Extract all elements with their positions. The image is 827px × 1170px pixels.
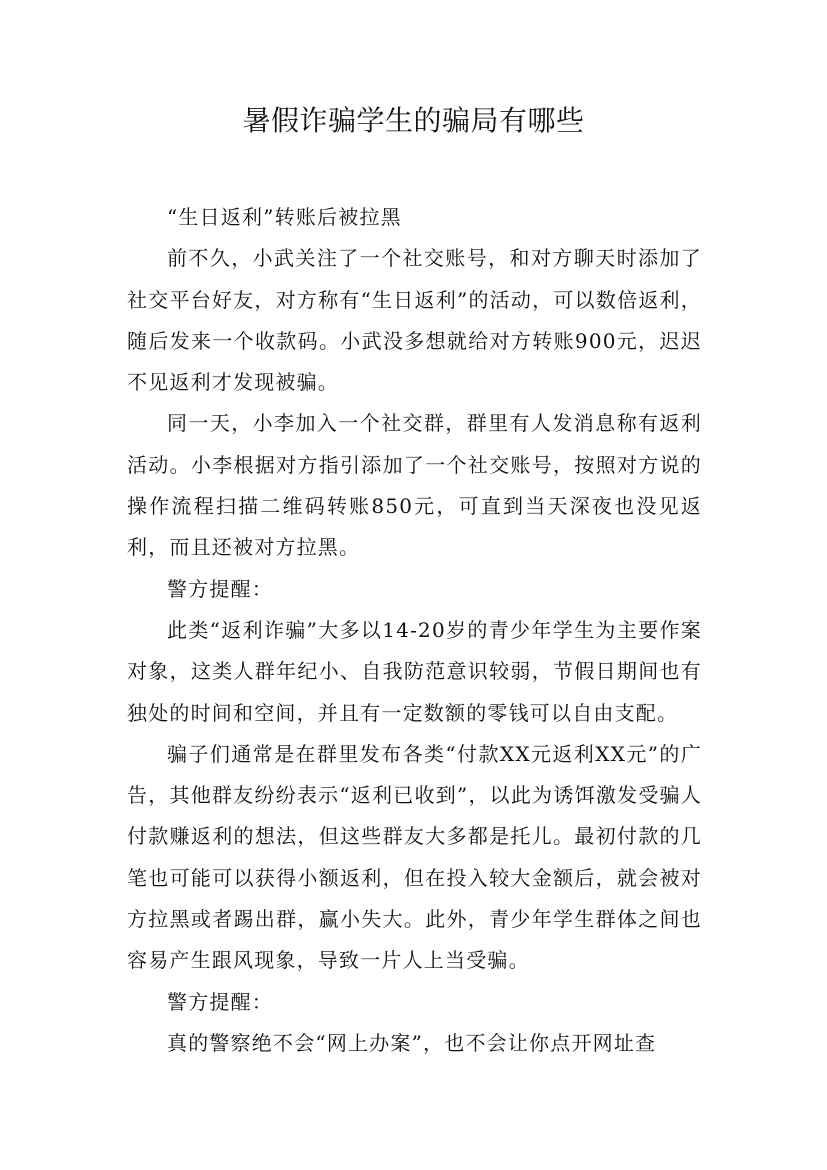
document-title: 暑假诈骗学生的骗局有哪些 — [242, 104, 585, 137]
paragraph: 此类“返利诈骗”大多以14-20岁的青少年学生为主要作案对象，这类人群年纪小、自我防范意识较弱，节假日期间也有独处的时间和空间，并且有一定数额的零钱可以自由支配。 — [127, 617, 702, 725]
document-body — [127, 197, 702, 1064]
paragraph: 同一天，小李加入一个社交群，群里有人发消息称有返利活动。小李根据对方指引添加了一个社交账号，按照对方说的操作流程扫描二维码转账850元，可直到当天深夜也没见返利，而且还被对方拉黑。 — [127, 411, 702, 560]
section-heading-birthday-rebate: “生日返利”转账后被拉黑 — [167, 205, 402, 229]
paragraph: 骗子们通常是在群里发布各类“付款XX元返利XX元”的广告，其他群友纷纷表示“返利已收到”，以此为诱饵激发受骗人付款赚返利的想法，但这些群友大多都是托儿。最初付款的几笔也可能可以获得小额返利，但在投入较大金额后，就会被对方拉黑或者踢出群，赢小失大。此外，青少年学生群体之间也容易产生跟风现象，导致一片人上当受骗。 — [127, 741, 702, 973]
paragraph: 真的警察绝不会“网上办案”，也不会让你点开网址查 — [167, 1030, 657, 1055]
paragraph: 前不久，小武关注了一个社交账号，和对方聊天时添加了社交平台好友，对方称有“生日返利”的活动，可以数倍返利，随后发来一个收款码。小武没多想就给对方转账900元，迟迟不见返利才发现被骗。 — [127, 246, 702, 395]
police-reminder-heading: 警方提醒： — [167, 576, 273, 601]
police-reminder-heading: 警方提醒： — [167, 989, 273, 1014]
